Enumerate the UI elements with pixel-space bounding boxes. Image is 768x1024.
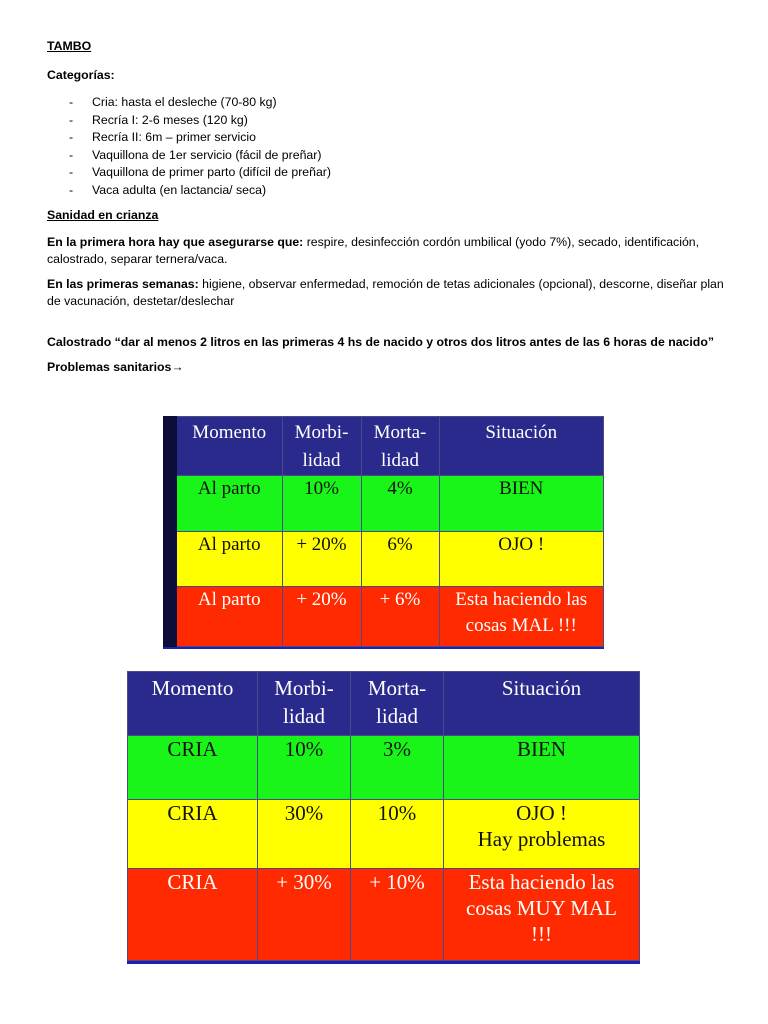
list-item-text: Cria: hasta el desleche (70-80 kg): [92, 95, 277, 109]
list-item-text: Recría II: 6m – primer servicio: [92, 130, 256, 144]
table-row: [170, 587, 604, 647]
problemas-heading: [47, 359, 737, 376]
primera-hora-paragraph: [47, 234, 737, 268]
list-item-text: Vaquillona de primer parto (difícil de preñar): [92, 165, 331, 179]
cell-mortalidad: 4%: [361, 476, 439, 532]
list-item: [47, 182, 737, 200]
categorias-list: [47, 94, 737, 199]
list-item: [47, 94, 737, 112]
table-row: [170, 476, 604, 532]
table-row: [128, 868, 640, 960]
primeras-semanas-label: En las primeras semanas:: [47, 277, 199, 291]
primera-hora-text: respire, desinfección cordón umbilical (yodo 7%), secado, identificación, calostrado, separar ternera/vaca.: [47, 235, 700, 266]
header-momento: Momento: [170, 417, 282, 476]
list-item-text: Vaquillona de 1er servicio (fácil de preñar): [92, 147, 322, 162]
bullet-dash: -: [69, 147, 74, 162]
header-morbilidad: Morbi- lidad: [258, 672, 351, 736]
table-row: [128, 736, 640, 800]
bullet-dash: -: [69, 182, 74, 197]
cell-morbilidad: 10%: [258, 736, 351, 800]
primeras-semanas-text: higiene, observar enfermedad, remoción de tetas adicionales (opcional), descorne, diseñar plan de vacunación, destetar/deslechar: [47, 277, 724, 308]
calostrado-paragraph: Calostrado “dar al menos 2 litros en las primeras 4 hs de nacido y otros dos litros antes de las 6 horas de nacido”: [47, 335, 714, 349]
document: [47, 38, 737, 384]
arrow-right-icon: →: [171, 360, 184, 374]
list-item: [47, 147, 737, 165]
table-parto: [163, 416, 604, 647]
table-row: [170, 532, 604, 587]
table-row: [128, 800, 640, 868]
primeras-semanas-paragraph: [47, 276, 737, 310]
cell-mortalidad: 3%: [351, 736, 444, 800]
cell-mortalidad: 10%: [351, 800, 444, 868]
bullet-dash: -: [69, 165, 74, 179]
cell-morbilidad: + 20%: [282, 587, 361, 647]
list-item: [47, 164, 737, 182]
cell-situacion: OJO !: [439, 532, 604, 587]
cell-situacion: Esta haciendo las cosas MUY MAL !!!: [444, 868, 640, 960]
doc-title: TAMBO: [47, 39, 92, 53]
cell-mortalidad: + 6%: [361, 587, 439, 647]
cell-momento: CRIA: [128, 800, 258, 868]
cell-situacion: Esta haciendo las cosas MAL !!!: [439, 587, 604, 647]
cell-momento: CRIA: [128, 736, 258, 800]
cell-morbilidad: 30%: [258, 800, 351, 868]
list-item-text: Recría I: 2-6 meses (120 kg): [92, 112, 248, 127]
cell-morbilidad: + 20%: [282, 532, 361, 587]
bullet-dash: -: [69, 95, 74, 109]
cell-momento: Al parto: [170, 532, 282, 587]
list-item: [47, 129, 737, 147]
cell-momento: CRIA: [128, 868, 258, 960]
bullet-dash: -: [69, 112, 74, 127]
categorias-heading: Categorías:: [47, 68, 115, 82]
cell-situacion: BIEN: [444, 736, 640, 800]
list-item-text: Vaca adulta (en lactancia/ seca): [92, 182, 267, 197]
cell-mortalidad: 6%: [361, 532, 439, 587]
header-momento: Momento: [128, 672, 258, 736]
list-item: [47, 112, 737, 130]
bullet-dash: -: [69, 130, 74, 144]
cell-morbilidad: + 30%: [258, 868, 351, 960]
header-situacion: Situación: [439, 417, 604, 476]
problemas-text: Problemas sanitarios: [47, 360, 172, 374]
header-mortalidad: Morta- lidad: [361, 417, 439, 476]
header-mortalidad: Morta- lidad: [351, 672, 444, 736]
cell-mortalidad: + 10%: [351, 868, 444, 960]
table-cria: [127, 671, 640, 961]
primera-hora-label: En la primera hora hay que asegurarse que:: [47, 235, 304, 249]
cell-situacion: OJO ! Hay problemas: [444, 800, 640, 868]
cell-momento: Al parto: [170, 587, 282, 647]
header-situacion: Situación: [444, 672, 640, 736]
sanidad-heading: Sanidad en crianza: [47, 208, 159, 222]
cell-momento: Al parto: [170, 476, 282, 532]
cell-situacion: BIEN: [439, 476, 604, 532]
cell-morbilidad: 10%: [282, 476, 361, 532]
header-morbilidad: Morbi- lidad: [282, 417, 361, 476]
